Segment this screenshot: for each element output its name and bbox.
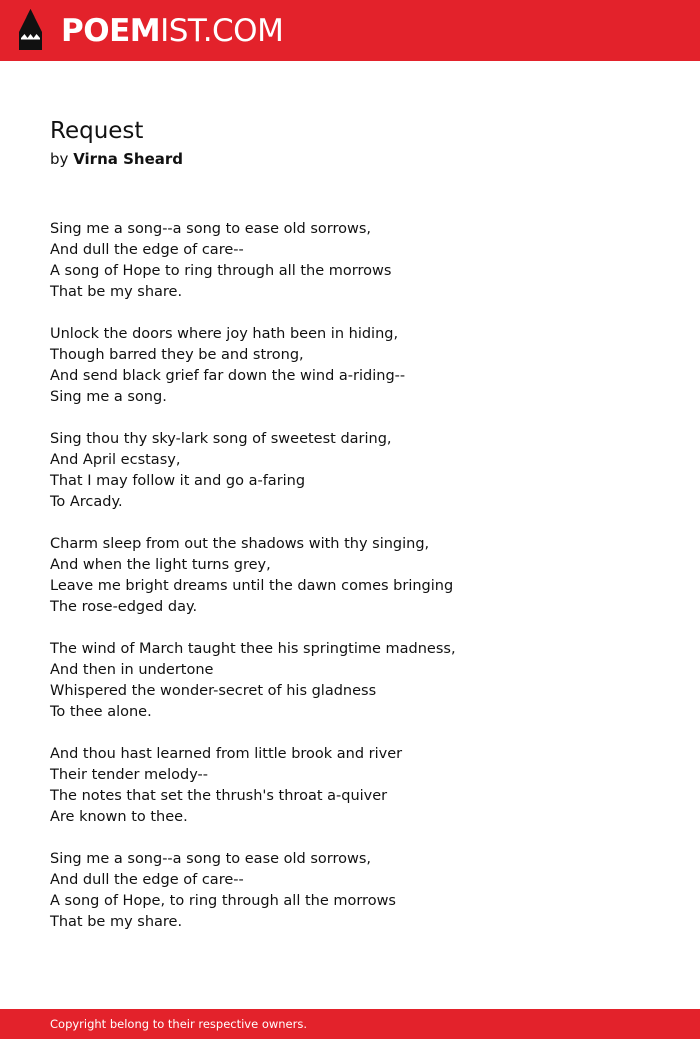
- poem-line: The rose-edged day.: [50, 599, 198, 615]
- poem-line: Sing me a song--a song to ease old sorrows,: [50, 851, 372, 867]
- poem-line: That be my share.: [50, 284, 183, 300]
- poem-line: To thee alone.: [50, 704, 152, 720]
- poem-body: [50, 219, 650, 954]
- poem-line: Sing me a song--a song to ease old sorrows,: [50, 221, 372, 237]
- stanza: [50, 429, 650, 513]
- stanza: [50, 534, 650, 618]
- poem-line: That I may follow it and go a-faring: [50, 473, 306, 489]
- site-footer: [0, 1009, 700, 1039]
- poem-line: The notes that set the thrush's throat a-quiver: [50, 788, 388, 804]
- poem-line: A song of Hope to ring through all the morrows: [50, 263, 392, 279]
- poem-line: Their tender melody--: [50, 767, 208, 783]
- logo-light-part: IST.COM: [160, 13, 284, 49]
- site-logo[interactable]: [61, 13, 283, 49]
- poem-line: Charm sleep from out the shadows with thy singing,: [50, 536, 430, 552]
- stanza: [50, 744, 650, 828]
- stanza: [50, 639, 650, 723]
- poem-line: And when the light turns grey,: [50, 557, 271, 573]
- poem-line: Sing me a song.: [50, 389, 167, 405]
- poem-line: Sing thou thy sky-lark song of sweetest daring,: [50, 431, 392, 447]
- poem-line: And April ecstasy,: [50, 452, 181, 468]
- byline: [50, 148, 183, 170]
- logo-bold-part: POEM: [61, 13, 161, 49]
- poem-title: Request: [50, 118, 144, 144]
- poem-line: To Arcady.: [50, 494, 123, 510]
- copyright-text: Copyright belong to their respective owners.: [50, 1017, 308, 1031]
- site-header: [0, 0, 700, 61]
- author-name: Virna Sheard: [73, 150, 184, 168]
- poem-line: And send black grief far down the wind a-riding--: [50, 368, 406, 384]
- poem-line: And dull the edge of care--: [50, 872, 244, 888]
- poem-line: And then in undertone: [50, 662, 214, 678]
- poem-line: The wind of March taught thee his springtime madness,: [50, 641, 456, 657]
- by-label: by: [50, 150, 69, 168]
- poem-line: Leave me bright dreams until the dawn comes bringing: [50, 578, 454, 594]
- poem-line: And thou hast learned from little brook and river: [50, 746, 403, 762]
- poem-line: Are known to thee.: [50, 809, 188, 825]
- poem-line: Though barred they be and strong,: [50, 347, 304, 363]
- stanza: [50, 324, 650, 408]
- pencil-logo-icon[interactable]: [17, 8, 44, 52]
- poem-line: Whispered the wonder-secret of his gladness: [50, 683, 377, 699]
- poem-line: That be my share.: [50, 914, 183, 930]
- poem-line: A song of Hope, to ring through all the morrows: [50, 893, 396, 909]
- stanza: [50, 219, 650, 303]
- poem-line: And dull the edge of care--: [50, 242, 244, 258]
- poem-line: Unlock the doors where joy hath been in hiding,: [50, 326, 399, 342]
- stanza: [50, 849, 650, 933]
